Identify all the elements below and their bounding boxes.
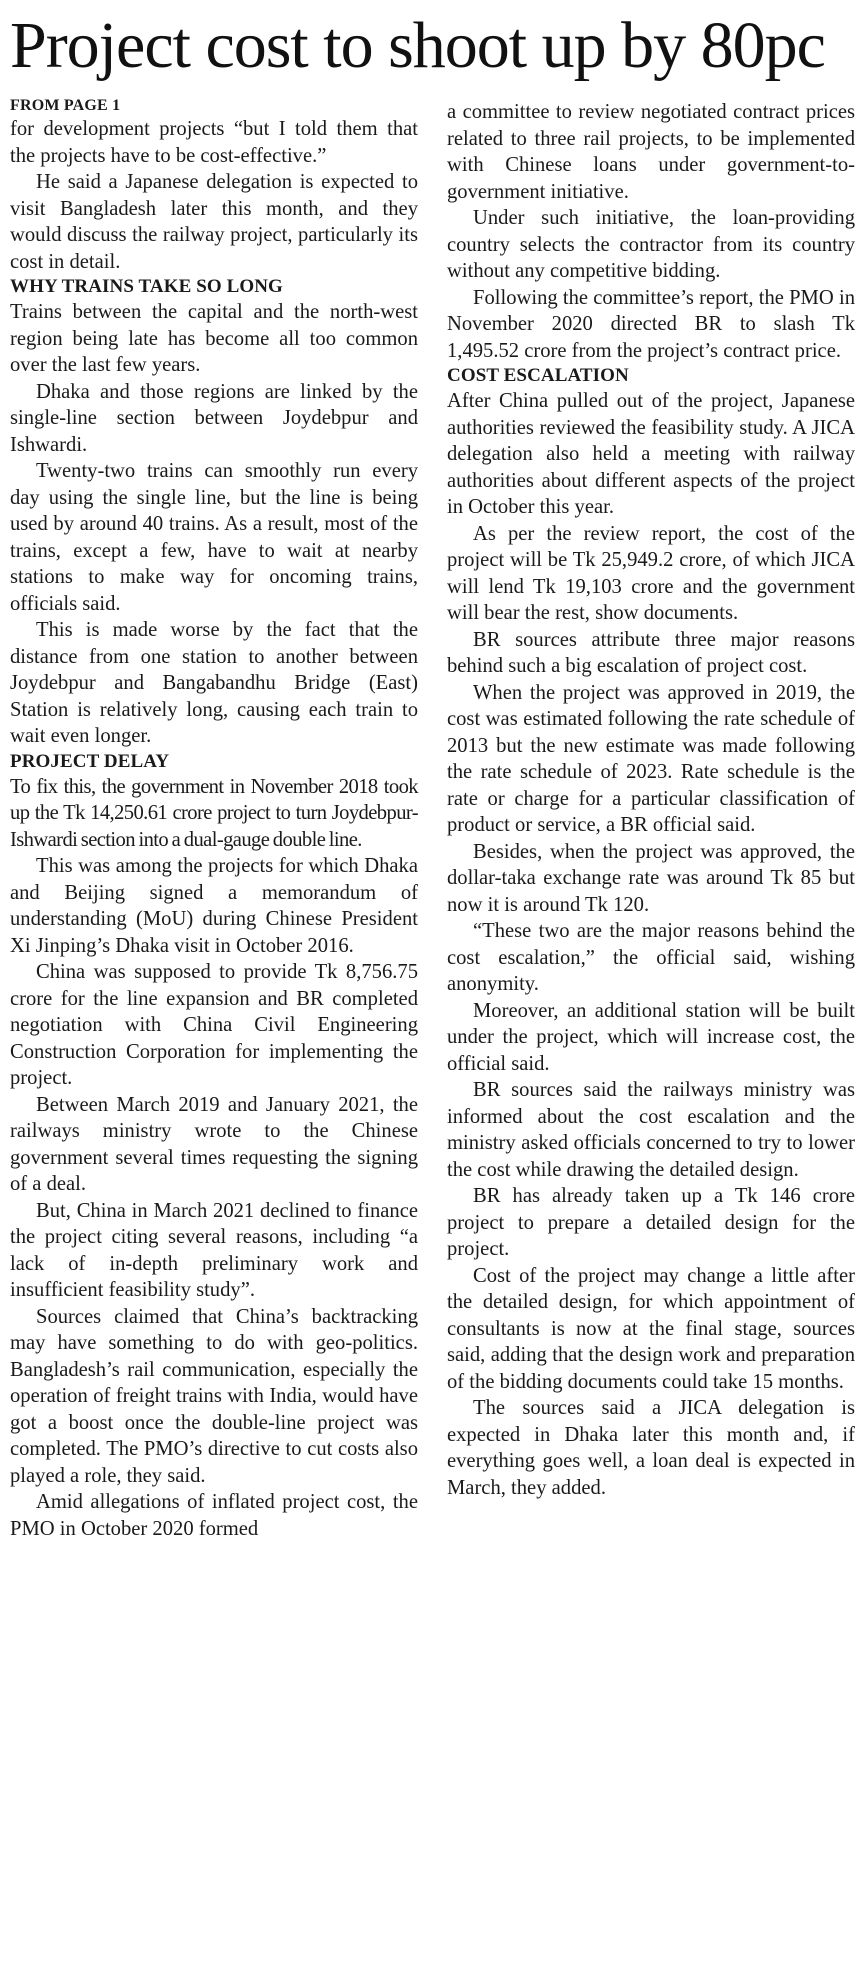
paragraph: Twenty-two trains can smoothly run every day using the single line, but the line is being used by around 40 trains. As a result, most of the trains, except a few, have to wait at nearby stations to make way for oncoming trains, officials said. <box>10 460 418 615</box>
paragraph: The sources said a JICA delegation is expected in Dhaka later this month and, if everything goes well, a loan deal is expected in March, they added. <box>447 1397 855 1499</box>
continuation-kicker: FROM PAGE 1 <box>10 97 121 114</box>
paragraph: Under such initiative, the loan-providing country selects the contractor from its country without any competitive bidding. <box>447 207 855 282</box>
headline: Project cost to shoot up by 80pc <box>10 9 825 82</box>
paragraph: Sources claimed that China’s backtracking may have something to do with geo-politics. Bangladesh’s rail communication, especially the operation of freight trains with India, would have got a boost once the double-line project was completed. The PMO’s directive to cut costs also played a role, they said. <box>10 1305 418 1487</box>
paragraph: Moreover, an additional station will be built under the project, which will increase cost, the official said. <box>447 999 855 1075</box>
paragraph: This was among the projects for which Dhaka and Beijing signed a memorandum of understanding (MoU) during Chinese President Xi Jinping’s Dhaka visit in October 2016. <box>10 855 418 957</box>
paragraph: “These two are the major reasons behind the cost escalation,” the official said, wishing anonymity. <box>447 920 855 995</box>
paragraph: After China pulled out of the project, Japanese authorities reviewed the feasibility study. A JICA delegation also held a meeting with railway authorities about different aspects of the project in October this year. <box>447 390 855 518</box>
subheading-cost-escalation: COST ESCALATION <box>447 365 629 386</box>
paragraph: BR sources attribute three major reasons behind such a big escalation of project cost. <box>447 628 855 677</box>
subheading-project-delay: PROJECT DELAY <box>10 750 170 772</box>
paragraph: China was supposed to provide Tk 8,756.75 crore for the line expansion and BR completed negotiation with China Civil Engineering Construction Corporation for implementing the project. <box>10 961 418 1089</box>
paragraph: To fix this, the government in November 2018 took up the Tk 14,250.61 crore project to turn Joydebpur-Ishwardi section into a dual-gauge double line. <box>10 775 418 851</box>
paragraph: for development projects “but I told them that the projects have to be cost-effective.” <box>10 118 418 167</box>
paragraph: Following the committee’s report, the PMO in November 2020 directed BR to slash Tk 1,495.52 crore from the project’s contract price. <box>447 286 855 362</box>
paragraph: BR sources said the railways ministry was informed about the cost escalation and the ministry asked officials concerned to try to lower the cost while drawing the detailed design. <box>447 1079 855 1181</box>
paragraph: This is made worse by the fact that the distance from one station to another between Joydebpur and Bangabandhu Bridge (East) Station is relatively long, causing each train to wait even longer. <box>10 619 418 747</box>
paragraph: BR has already taken up a Tk 146 crore project to prepare a detailed design for the project. <box>447 1185 855 1260</box>
subheading-why-trains-take-so-long: WHY TRAINS TAKE SO LONG <box>10 276 283 297</box>
paragraph: Between March 2019 and January 2021, the railways ministry wrote to the Chinese government several times requesting the signing of a deal. <box>10 1093 418 1195</box>
paragraph: As per the review report, the cost of the project will be Tk 25,949.2 crore, of which JICA will lend Tk 19,103 crore and the government will bear the rest, show documents. <box>447 522 855 624</box>
paragraph: Dhaka and those regions are linked by the single-line section between Joydebpur and Ishwardi. <box>10 380 418 456</box>
paragraph: Besides, when the project was approved, the dollar-taka exchange rate was around Tk 85 but now it is around Tk 120. <box>447 840 855 916</box>
paragraph: When the project was approved in 2019, the cost was estimated following the rate schedule of 2013 but the new estimate was made following the rate schedule of 2023. Rate schedule is the rate or charge for a particular classification of product or service, a BR official said. <box>447 681 855 836</box>
paragraph: Trains between the capital and the north-west region being late has become all too common over the last few years. <box>10 301 418 376</box>
article-column-left <box>10 96 418 1542</box>
paragraph: He said a Japanese delegation is expected to visit Bangladesh later this month, and they would discuss the railway project, particularly its cost in detail. <box>10 171 418 273</box>
paragraph: But, China in March 2021 declined to finance the project citing several reasons, including “a lack of in-depth preliminary work and insufficient feasibility study”. <box>10 1199 418 1301</box>
paragraph: Amid allegations of inflated project cost, the PMO in October 2020 formed <box>10 1491 418 1540</box>
article-column-right <box>447 99 855 1501</box>
paragraph: a committee to review negotiated contract prices related to three rail projects, to be implemented with Chinese loans under government-to-government initiative. <box>447 101 855 203</box>
paragraph: Cost of the project may change a little after the detailed design, for which appointment of consultants is now at the final stage, sources said, adding that the design work and preparation of the bidding documents could take 15 months. <box>447 1264 855 1393</box>
